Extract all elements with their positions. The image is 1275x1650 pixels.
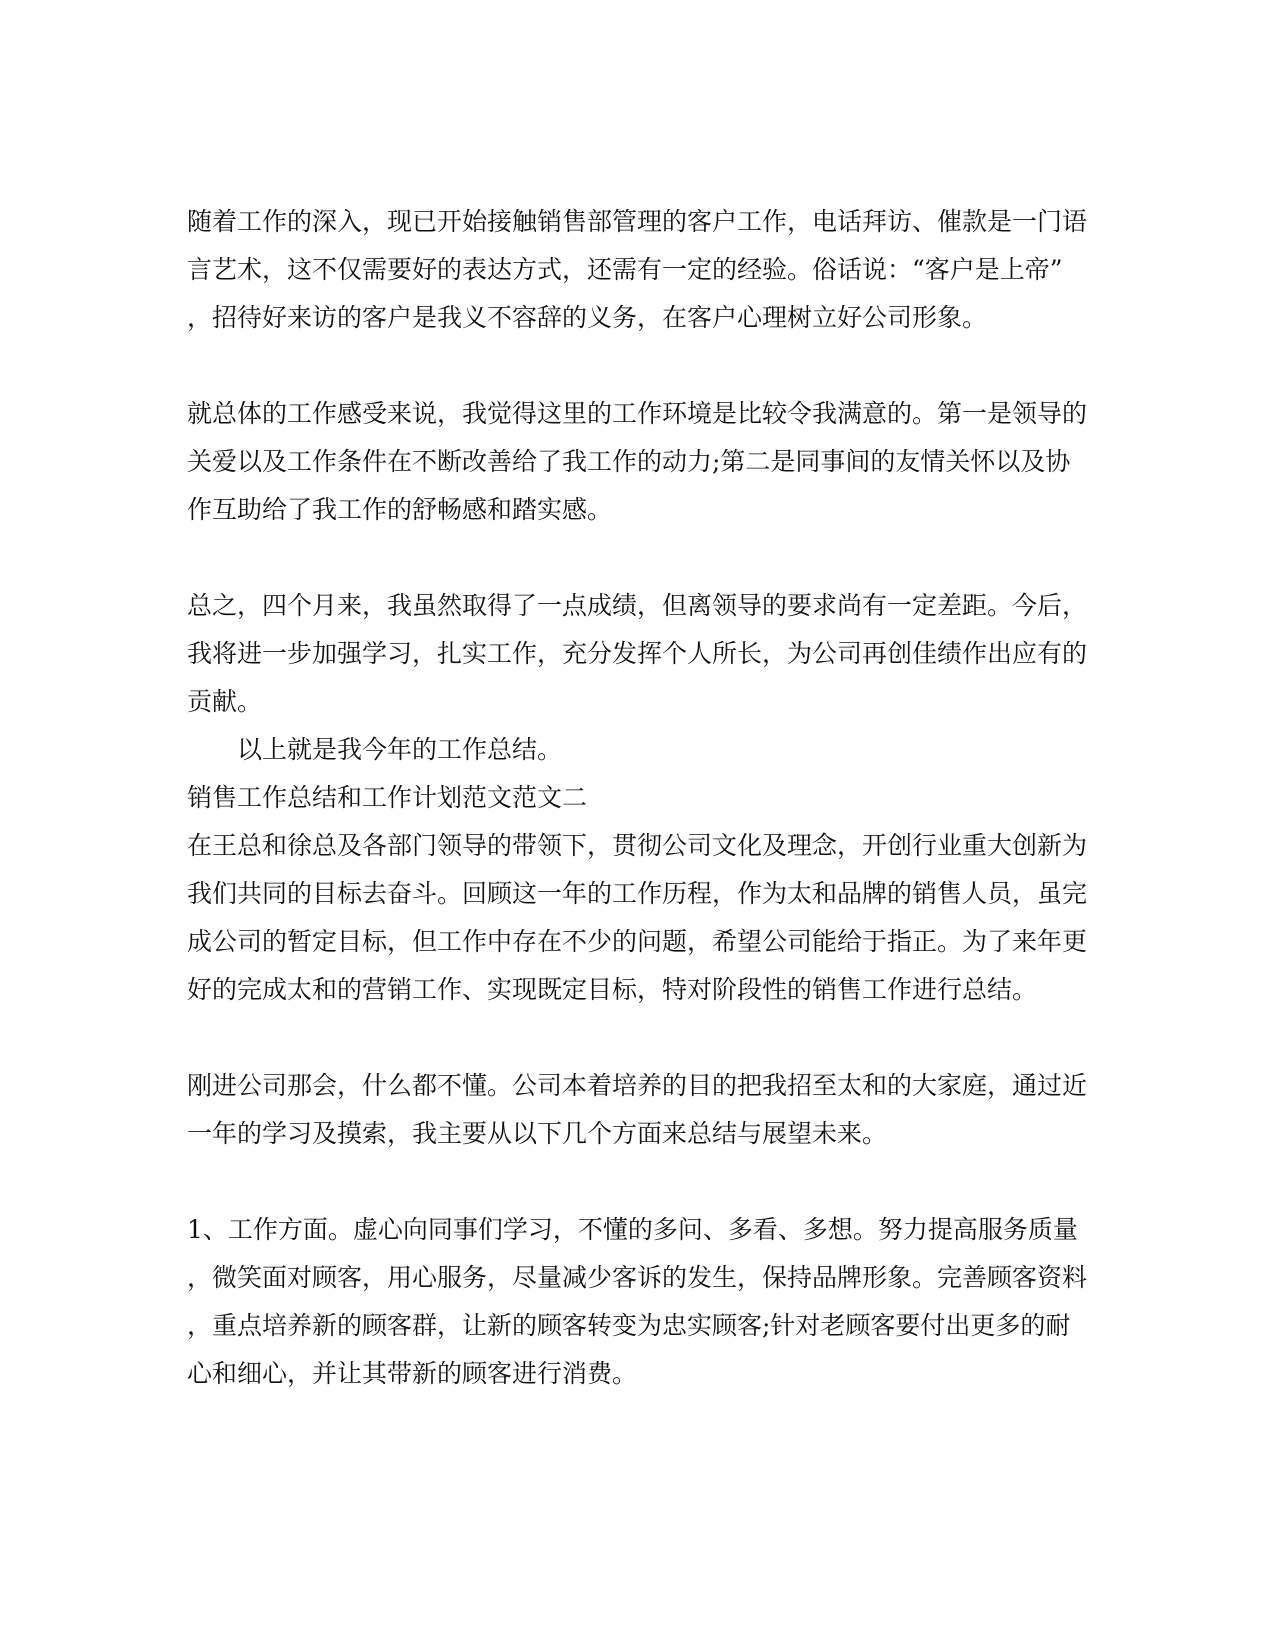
text-line: 总之，四个月来，我虽然取得了一点成绩，但离领导的要求尚有一定差距。今后， [187,591,1087,620]
text-line: 好的完成太和的营销工作、实现既定目标，特对阶段性的销售工作进行总结。 [187,975,1038,1004]
paragraph-leadership [187,822,1087,1014]
paragraph-work-aspect [187,1206,1087,1398]
document-body [187,198,1087,1398]
text-line: 我将进一步加强学习，扎实工作，充分发挥个人所长，为公司再创佳绩作出应有的 [187,639,1087,668]
text-line: ，重点培养新的顾客群，让新的顾客转变为忠实顾客;针对老顾客要付出更多的耐 [187,1311,1071,1340]
paragraph-spacer [187,1158,1087,1206]
paragraph-spacer [187,342,1087,390]
paragraph-joining [187,1062,1087,1158]
text-line: 言艺术，这不仅需要好的表达方式，还需有一定的经验。俗话说：“客户是上帝” [187,255,1063,284]
paragraph-work-feeling [187,390,1087,534]
closing-sentence: 以上就是我今年的工作总结。 [237,735,563,764]
text-line: 贡献。 [187,687,263,716]
text-line: 作互助给了我工作的舒畅感和踏实感。 [187,495,613,524]
text-line: 就总体的工作感受来说，我觉得这里的工作环境是比较令我满意的。第一是领导的 [187,399,1087,428]
text-line: ，微笑面对顾客，用心服务，尽量减少客诉的发生，保持品牌形象。完善顾客资料 [187,1263,1087,1292]
text-line: 随着工作的深入，现已开始接触销售部管理的客户工作，电话拜访、催款是一门语 [187,207,1087,236]
text-line: 关爱以及工作条件在不断改善给了我工作的动力;第二是同事间的友情关怀以及协 [187,447,1071,476]
paragraph-conclusion [187,582,1087,726]
text-line: 成公司的暂定目标，但工作中存在不少的问题，希望公司能给于指正。为了来年更 [187,927,1087,956]
text-line: 一年的学习及摸索，我主要从以下几个方面来总结与展望未来。 [187,1119,888,1148]
text-line: 我们共同的目标去奋斗。回顾这一年的工作历程，作为太和品牌的销售人员，虽完 [187,879,1087,908]
paragraph-customer-work [187,198,1087,342]
paragraph-spacer [187,1014,1087,1062]
text-line: 心和细心，并让其带新的顾客进行消费。 [187,1359,638,1388]
paragraph-spacer [187,534,1087,582]
section-title: 销售工作总结和工作计划范文范文二 [187,783,588,812]
text-line: ，招待好来访的客户是我义不容辞的义务，在客户心理树立好公司形象。 [187,303,988,332]
text-line: 在王总和徐总及各部门领导的带领下，贯彻公司文化及理念，开创行业重大创新为 [187,831,1087,860]
text-line: 1、工作方面。虚心向同事们学习，不懂的多问、多看、多想。努力提高服务质量 [187,1215,1078,1244]
text-line: 刚进公司那会，什么都不懂。公司本着培养的目的把我招至太和的大家庭，通过近 [187,1071,1087,1100]
